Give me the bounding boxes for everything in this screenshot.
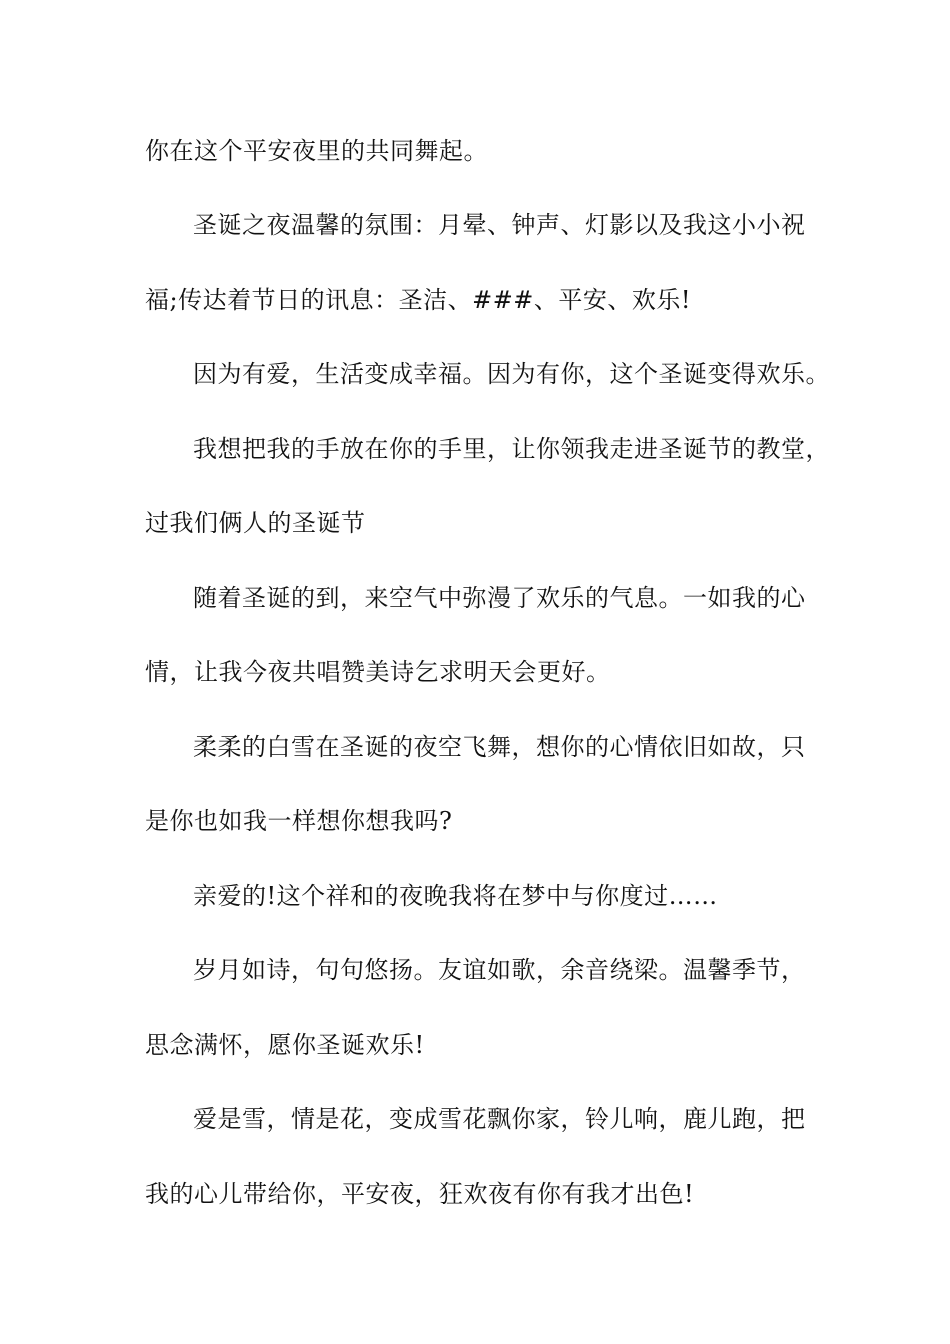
text-line: 你在这个平安夜里的共同舞起。 bbox=[145, 137, 488, 165]
paragraph-first-line: 柔柔的白雪在圣诞的夜空飞舞，想你的心情依旧如故，只 bbox=[193, 733, 806, 761]
paragraph-first-line: 亲爱的!这个祥和的夜晚我将在梦中与你度过…… bbox=[193, 882, 718, 910]
paragraph-first-line: 我想把我的手放在你的手里，让你领我走进圣诞节的教堂， bbox=[193, 435, 830, 463]
paragraph-first-line: 随着圣诞的到，来空气中弥漫了欢乐的气息。一如我的心 bbox=[193, 584, 806, 612]
text-line: 是你也如我一样想你想我吗? bbox=[145, 807, 453, 835]
paragraph-first-line: 爱是雪，情是花，变成雪花飘你家，铃儿响，鹿儿跑，把 bbox=[193, 1105, 806, 1133]
paragraph-first-line: 岁月如诗，句句悠扬。友谊如歌，余音绕梁。温馨季节， bbox=[193, 956, 806, 984]
text-line: 我的心儿带给你，平安夜，狂欢夜有你有我才出色! bbox=[145, 1180, 695, 1208]
text-line: 思念满怀，愿你圣诞欢乐! bbox=[145, 1031, 425, 1059]
text-line: 福;传达着节日的讯息：圣洁、###、平安、欢乐! bbox=[145, 286, 692, 314]
text-line: 过我们俩人的圣诞节 bbox=[145, 509, 366, 537]
paragraph-first-line: 因为有爱，生活变成幸福。因为有你，这个圣诞变得欢乐。 bbox=[193, 360, 830, 388]
paragraph-first-line: 圣诞之夜温馨的氛围：月晕、钟声、灯影以及我这小小祝 bbox=[193, 211, 806, 239]
text-line: 情，让我今夜共唱赞美诗乞求明天会更好。 bbox=[145, 658, 611, 686]
